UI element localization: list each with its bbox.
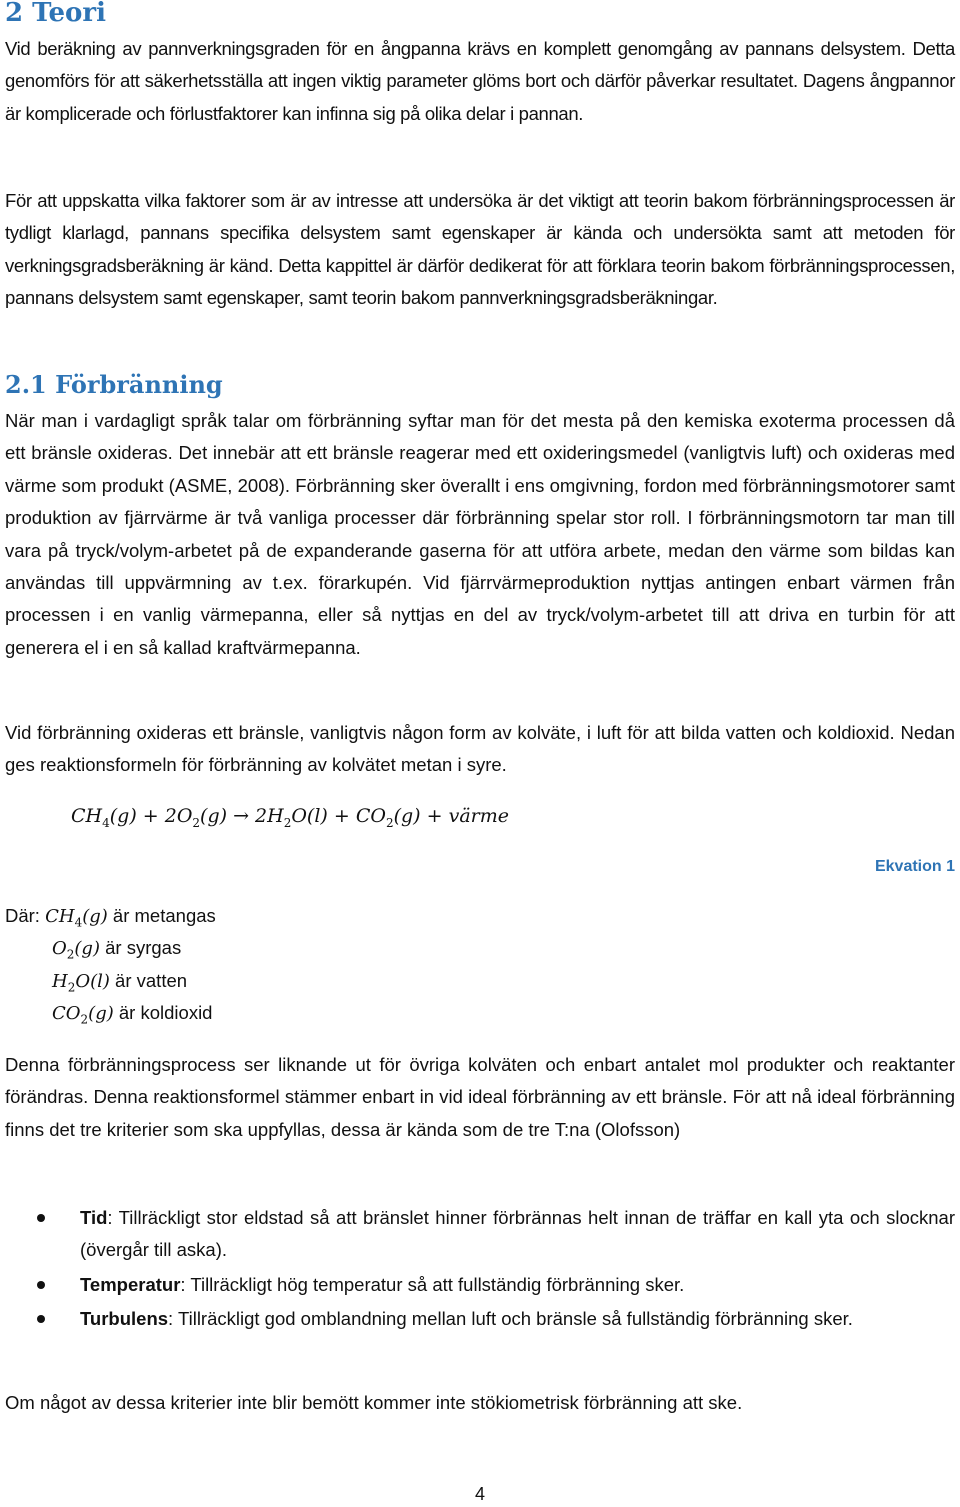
oxygen-symbol: $O_2(g)$ <box>52 938 100 962</box>
legend-row-methane: Där: $CH_4(g)$ är metangas <box>5 905 216 930</box>
list-item: Tid: Tillräckligt stor eldstad så att bränslet hinner förbrännas helt innan de träffar en kall yta och slocknar (övergår till aska). <box>5 1202 955 1267</box>
list-item: Temperatur: Tillräckligt hög temperatur så att fullständig förbränning sker. <box>5 1269 955 1301</box>
legend-row-oxygen: $O_2(g)$ är syrgas <box>52 937 182 962</box>
closing-paragraph: Om något av dessa kriterier inte blir bemött kommer inte stökiometrisk förbränning att ske. <box>5 1392 743 1413</box>
purpose-paragraph: För att uppskatta vilka faktorer som är av intresse att undersöka är det viktigt att teorin bakom förbränningsprocessen är tydligt klarlagd, pannans specifika delsystem samt egenskaper är kända och undersökta samt att metoden för verkningsgradsberäkning är känd. Detta kappittel är därför dedikerat för att förklara teorin bakom förbränningsprocessen, pannans delsystem samt egenskaper, samt teorin bakom pannverkningsgradsberäkningar. <box>5 190 955 309</box>
list-item: Turbulens: Tillräckligt god omblandning mellan luft och bränsle så fullständig förbränning sker. <box>5 1303 955 1335</box>
bullet-icon <box>37 1315 45 1323</box>
bullet-icon <box>37 1214 45 1222</box>
subsection-heading: 2.1 Förbränning <box>5 370 223 399</box>
reaction-equation: $CH_4(g) + 2O_2(g) \to 2H_2O(l) + CO_2(g)$ + värme <box>71 805 509 830</box>
legend-row-water: $H_2O(l)$ är vatten <box>52 969 188 995</box>
equation-label: Ekvation 1 <box>874 858 955 875</box>
ideal-combustion-paragraph: Denna förbränningsprocess ser liknande ut för övriga kolväten och enbart antalet mol produkter och reaktanter förändras. Denna reaktionsformel stämmer enbart in vid ideal förbränning av ett bränsle. För att nå ideal förbränning finns det tre kriterier som ska uppfyllas, dessa är kända som de tre T:na (Olofsson) <box>5 1054 955 1140</box>
water-symbol: $H_2O(l)$ <box>52 970 110 995</box>
section-heading: 2 Teori <box>5 0 106 28</box>
bullet-icon <box>37 1281 45 1289</box>
co2-symbol: $CO_2(g)$ <box>52 1003 114 1027</box>
variable-legend <box>5 900 216 1030</box>
page-number: 4 <box>474 1484 485 1504</box>
legend-row-co2: $CO_2(g)$ är koldioxid <box>52 1002 213 1027</box>
intro-paragraph: Vid beräkning av pannverkningsgraden för en ångpanna krävs en komplett genomgång av pannans delsystem. Detta genomförs för att säkerhetsställa att ingen viktig parameter glöms bort och därför påverkar resultatet. Dagens ångpannor är komplicerade och förlustfaktorer kan infinna sig på olika delar i pannan. <box>5 38 955 124</box>
methane-symbol: $CH_4(g)$ <box>45 906 108 930</box>
oxidation-paragraph: Vid förbränning oxideras ett bränsle, vanligtvis någon form av kolväte, i luft för att bilda vatten och koldioxid. Nedan ges reaktionsformeln för förbränning av kolvätet metan i syre. <box>5 722 955 776</box>
combustion-paragraph: När man i vardagligt språk talar om förbränning syftar man för det mesta på den kemiska exoterma processen då ett bränsle oxideras. Det innebär att ett bränsle reagerar med ett oxideringsmedel (vanligtvis luft) och oxideras med värme som produkt (ASME, 2008). Förbränning sker överallt i ens omgivning, fordon med förbränningsmotorer samt produktion av fjärrvärme är två vanliga processer där förbränning spelar stor roll. I förbränningsmotorn tar man till vara på tryck/volym-arbetet på de expanderande gaserna för att utföra arbete, medan den värme som bildas kan användas till uppvärmning av t.ex. förarkupén. Vid fjärrvärmeproduktion nyttjas antingen enbart värmen från processen i en vanlig värmepanna, eller så nyttjas en del av tryck/volym-arbetet till att driva en turbin för att generera el i en så kallad kraftvärmepanna. <box>5 410 955 658</box>
criteria-list <box>5 1202 955 1338</box>
